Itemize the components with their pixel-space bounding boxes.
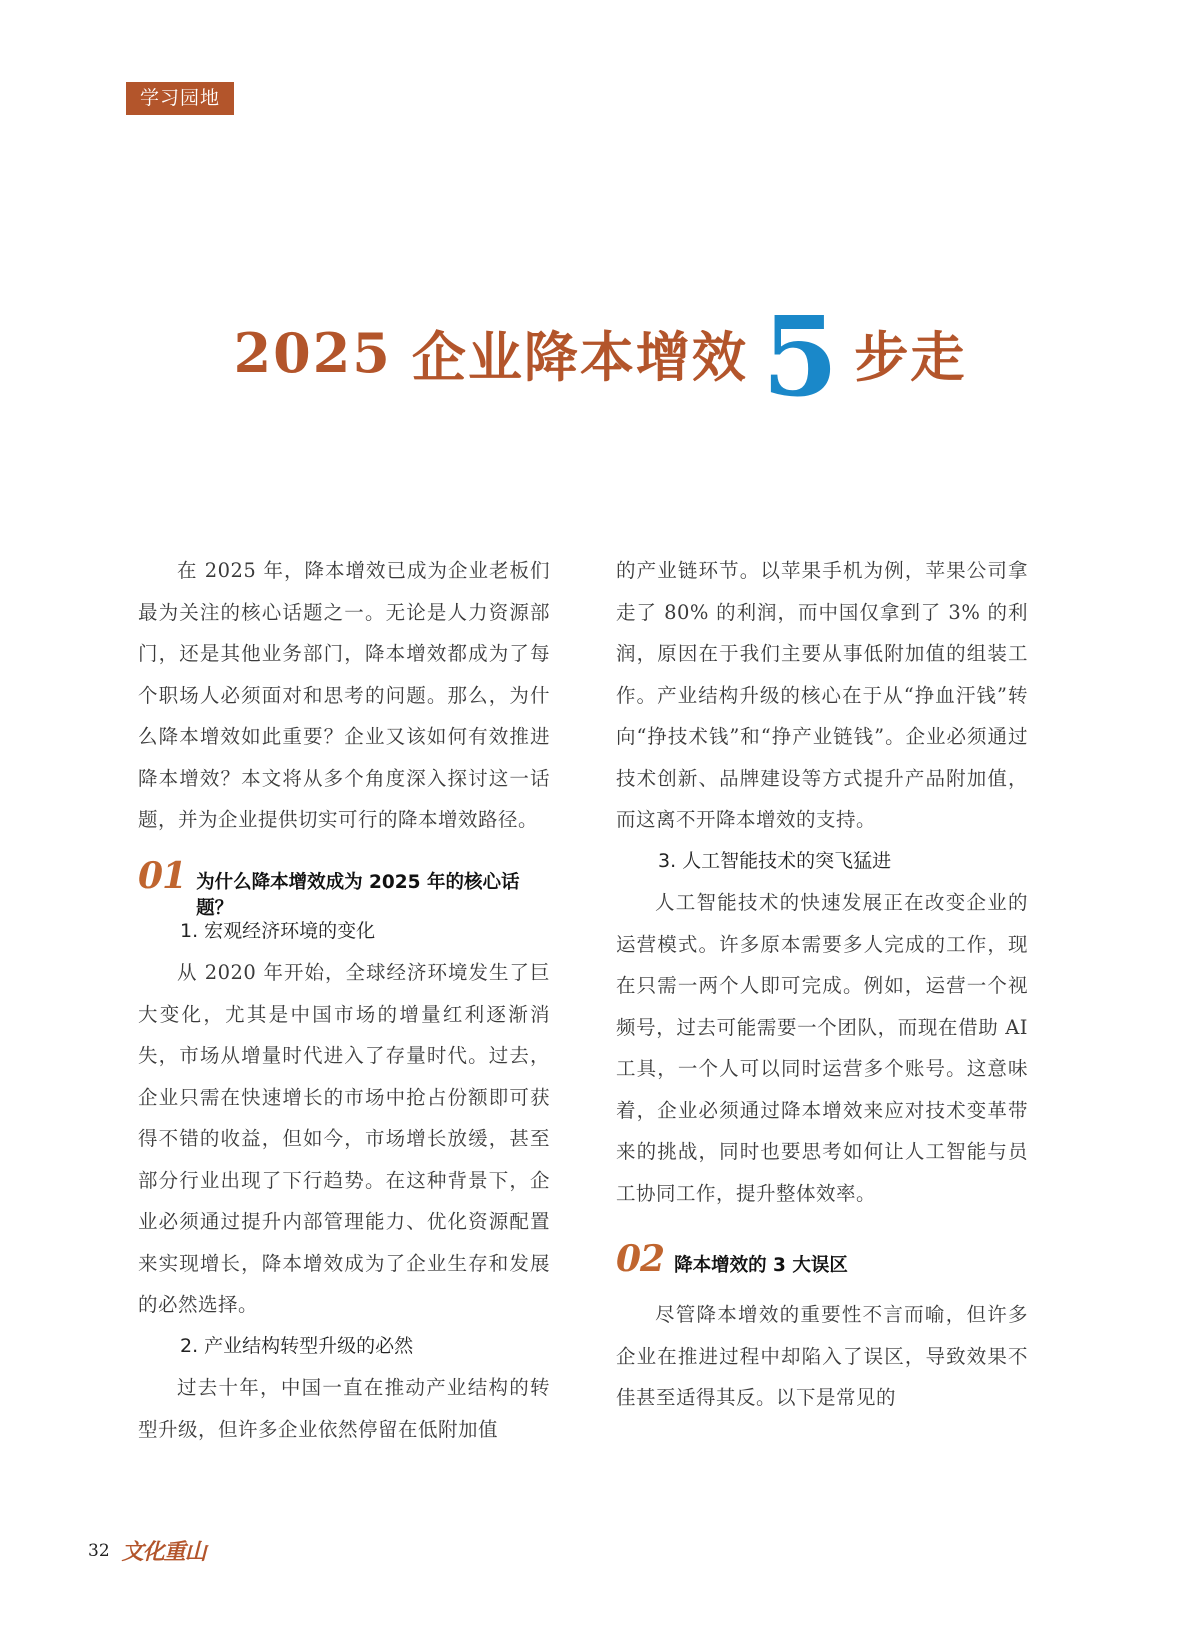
left-column (138, 550, 550, 1450)
subheading: 1. 宏观经济环境的变化 (180, 919, 376, 942)
title-year: 2025 (233, 321, 392, 385)
section-tag: 学习园地 (126, 82, 234, 115)
section-heading-02 (616, 1238, 1028, 1294)
section-heading-01 (138, 854, 550, 919)
section-title: 为什么降本增效成为 2025 年的核心话题？ (196, 871, 520, 919)
title-number: 5 (761, 292, 841, 421)
title-main: 企业降本增效 (411, 324, 748, 389)
section-number: 02 (616, 1238, 665, 1280)
body-paragraph: 尽管降本增效的重要性不言而喻，但许多企业在推进过程中却陷入了误区，导致效果不佳甚至适得其反。以下是常见的 (616, 1303, 1028, 1409)
magazine-logo: 文化重山 (121, 1539, 206, 1565)
intro-paragraph: 在 2025 年，降本增效已成为企业老板们最为关注的核心话题之一。无论是人力资源部门，还是其他业务部门，降本增效都成为了每个职场人必须面对和思考的问题。那么，为什么降本增效如此重要？企业又该如何有效推进降本增效？本文将从多个角度深入探讨这一话题，并为企业提供切实可行的降本增效路径。 (138, 559, 550, 831)
right-column (616, 550, 1028, 1419)
section-title: 降本增效的 3 大误区 (674, 1255, 848, 1276)
page-footer (88, 1535, 206, 1566)
page-number: 32 (88, 1540, 110, 1561)
body-paragraph-continued: 的产业链环节。以苹果手机为例，苹果公司拿走了 80% 的利润，而中国仅拿到了 3% 的利润，原因在于我们主要从事低附加值的组装工作。产业结构升级的核心在于从“挣血汗钱”转向“挣技术钱”和“挣产业链钱”。企业必须通过技术创新、品牌建设等方式提升产品附加值，而这离不开降本增效的支持。 (616, 559, 1028, 831)
subheading: 2. 产业结构转型升级的必然 (180, 1334, 414, 1357)
body-paragraph: 过去十年，中国一直在推动产业结构的转型升级，但许多企业依然停留在低附加值 (138, 1376, 550, 1441)
article-title (0, 292, 1200, 421)
body-paragraph: 人工智能技术的快速发展正在改变企业的运营模式。许多原本需要多人完成的工作，现在只需一两个人即可完成。例如，运营一个视频号，过去可能需要一个团队，而现在借助 AI 工具，一个人可以同时运营多个账号。这意味着，企业必须通过降本增效来应对技术变革带来的挑战，同时也要思考如何让人工智能与员工协同工作，提升整体效率。 (616, 891, 1028, 1205)
title-suffix: 步走 (854, 324, 967, 389)
section-number: 01 (138, 854, 187, 897)
subheading: 3. 人工智能技术的突飞猛进 (658, 849, 892, 872)
body-paragraph: 从 2020 年开始，全球经济环境发生了巨大变化，尤其是中国市场的增量红利逐渐消失，市场从增量时代进入了存量时代。过去，企业只需在快速增长的市场中抢占份额即可获得不错的收益，但如今，市场增长放缓，甚至部分行业出现了下行趋势。在这种背景下，企业必须通过提升内部管理能力、优化资源配置来实现增长，降本增效成为了企业生存和发展的必然选择。 (138, 961, 550, 1316)
